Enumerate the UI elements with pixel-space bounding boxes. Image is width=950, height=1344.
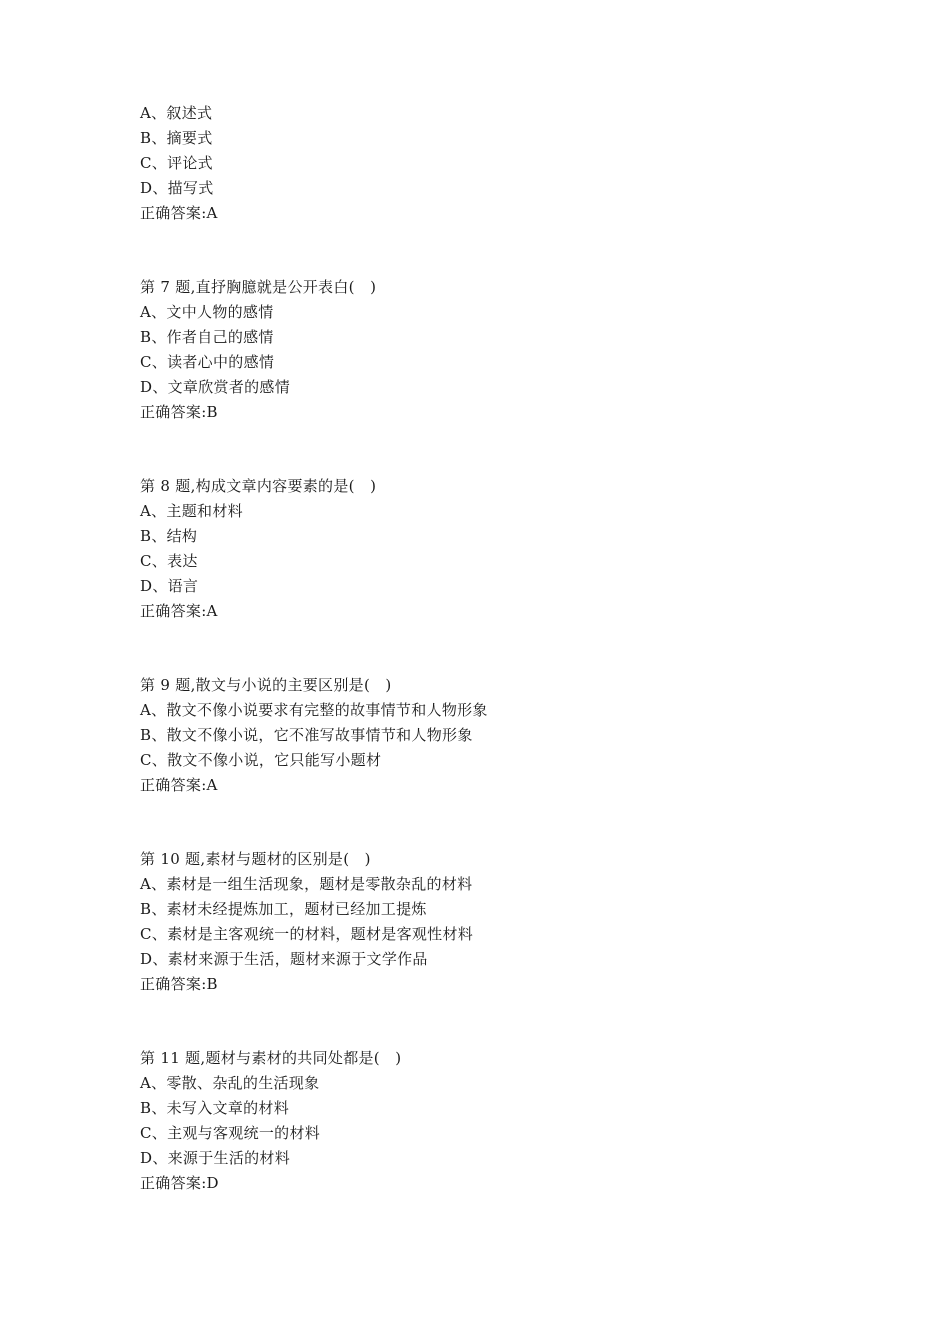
- option-a: A、主题和材料: [140, 502, 243, 520]
- correct-answer: 正确答案:B: [140, 975, 218, 993]
- option-a: A、文中人物的感情: [140, 303, 274, 321]
- option-d: D、描写式: [140, 179, 214, 197]
- option-a: A、素材是一组生活现象，题材是零散杂乱的材料: [140, 875, 473, 893]
- option-d: D、来源于生活的材料: [140, 1149, 291, 1167]
- option-c: C、散文不像小说，它只能写小题材: [140, 751, 382, 769]
- option-c: C、评论式: [140, 154, 213, 172]
- option-d: D、语言: [140, 577, 199, 595]
- question-text: 第 9 题,散文与小说的主要区别是( ): [140, 676, 392, 694]
- option-c: C、主观与客观统一的材料: [140, 1124, 321, 1142]
- question-block: [140, 1046, 840, 1196]
- option-d: D、文章欣赏者的感情: [140, 378, 291, 396]
- question-block: [140, 474, 840, 624]
- option-a: A、叙述式: [140, 104, 213, 122]
- correct-answer: 正确答案:D: [140, 1174, 219, 1192]
- document-page: [140, 101, 840, 1245]
- option-c: C、素材是主客观统一的材料，题材是客观性材料: [140, 925, 474, 943]
- correct-answer: 正确答案:A: [140, 602, 218, 620]
- option-a: A、零散、杂乱的生活现象: [140, 1074, 320, 1092]
- option-a: A、散文不像小说要求有完整的故事情节和人物形象: [140, 701, 488, 719]
- option-b: B、素材未经提炼加工，题材已经加工提炼: [140, 900, 427, 918]
- option-b: B、作者自己的感情: [140, 328, 274, 346]
- question-block: [140, 673, 840, 798]
- question-text: 第 11 题,题材与素材的共同处都是( ): [140, 1049, 402, 1067]
- question-block: [140, 101, 840, 226]
- question-block: [140, 847, 840, 997]
- question-text: 第 7 题,直抒胸臆就是公开表白( ): [140, 278, 377, 296]
- question-block: [140, 275, 840, 425]
- option-b: B、结构: [140, 527, 198, 545]
- option-b: B、未写入文章的材料: [140, 1099, 290, 1117]
- question-text: 第 8 题,构成文章内容要素的是( ): [140, 477, 377, 495]
- option-c: C、表达: [140, 552, 198, 570]
- question-text: 第 10 题,素材与题材的区别是( ): [140, 850, 371, 868]
- option-c: C、读者心中的感情: [140, 353, 275, 371]
- option-b: B、摘要式: [140, 129, 213, 147]
- option-b: B、散文不像小说，它不准写故事情节和人物形象: [140, 726, 473, 744]
- correct-answer: 正确答案:A: [140, 204, 218, 222]
- correct-answer: 正确答案:A: [140, 776, 218, 794]
- option-d: D、素材来源于生活，题材来源于文学作品: [140, 950, 428, 968]
- correct-answer: 正确答案:B: [140, 403, 218, 421]
